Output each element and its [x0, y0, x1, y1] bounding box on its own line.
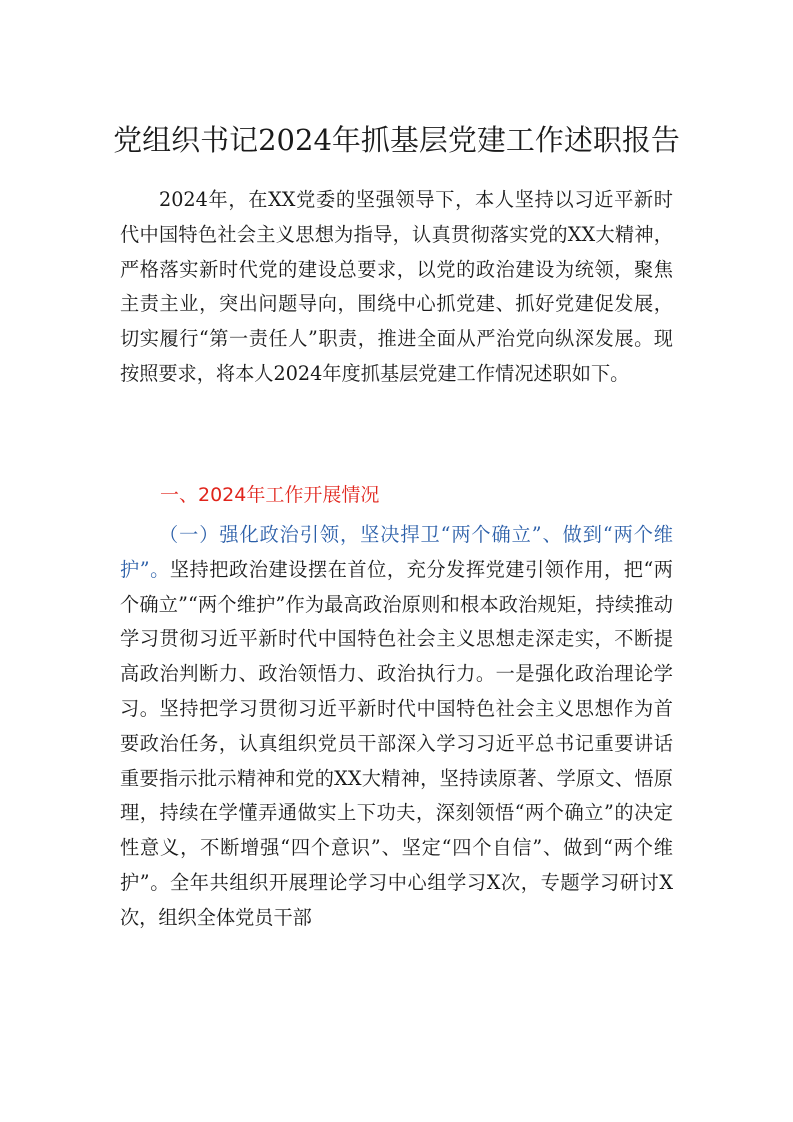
subsection-heading-1: （一）强化政治引领，坚决捍卫“两个确立”、做到“两个维护”。	[120, 523, 673, 581]
section-1-paragraph-inner	[120, 518, 673, 936]
section-1-paragraph	[120, 518, 673, 936]
document-title: 党组织书记2024年抓基层党建工作述职报告	[113, 123, 680, 157]
section-1-text: 坚持把政治建设摆在首位，充分发挥党建引领作用，把“两个确立”“两个维护”作为最高政治原则和根本政治规矩，持续推动学习贯彻习近平新时代中国特色社会主义思想走深走实，不断提高政治判断力、政治领悟力、政治执行力。一是强化政治理论学习。坚持把学习贯彻习近平新时代中国特色社会主义思想作为首要政治任务，认真组织党员干部深入学习习近平总书记重要讲话重要指示批示精神和党的XX大精神，坚持读原著、学原文、悟原理，持续在学懂弄通做实上下功夫，深刻领悟“两个确立”的决定性意义，不断增强“四个意识”、坚定“四个自信”、做到“两个维护”。全年共组织开展理论学习中心组学习X次，专题学习研讨X次，组织全体党员干部	[120, 557, 673, 929]
section-heading-1: 一、2024年工作开展情况	[160, 484, 380, 506]
intro-paragraph	[120, 183, 673, 392]
intro-text: 2024年，在XX党委的坚强领导下，本人坚持以习近平新时代中国特色社会主义思想为指导，认真贯彻落实党的XX大精神，严格落实新时代党的建设总要求，以党的政治建设为统领，聚焦主责主业，突出问题导向，围绕中心抓党建、抓好党建促发展，切实履行“第一责任人”职责，推进全面从严治党向纵深发展。现按照要求，将本人2024年度抓基层党建工作情况述职如下。	[120, 188, 673, 385]
